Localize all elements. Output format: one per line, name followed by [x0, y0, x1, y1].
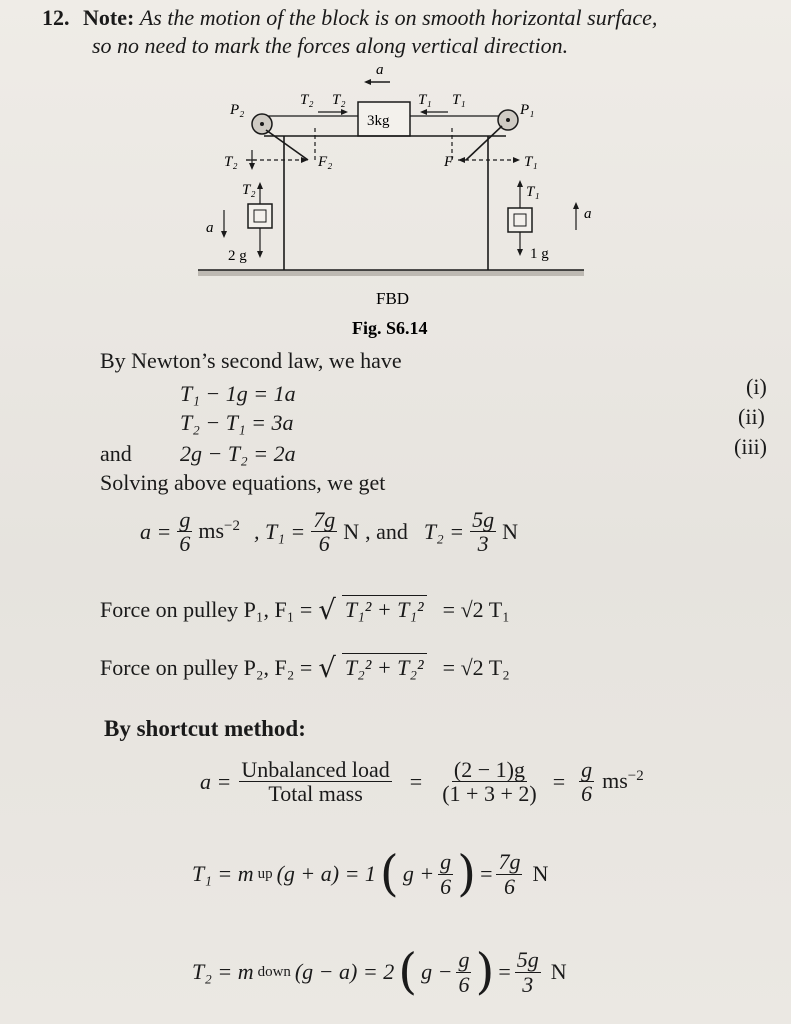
- shortcut-a-frac3: [579, 758, 594, 805]
- sqrt-symbol-1: √: [318, 594, 336, 626]
- shortcut-t1-lparen: (: [379, 846, 399, 902]
- shortcut-t2-in-den: 6: [458, 971, 470, 997]
- result-t2-unit: N: [502, 518, 518, 544]
- shortcut-t2-mid: (g − a) = 2: [294, 959, 395, 984]
- shortcut-t1-in-den: 6: [440, 873, 452, 899]
- fig-2g: 2 g: [228, 248, 247, 264]
- shortcut-a-frac1: [239, 758, 391, 805]
- shortcut-t2-rparen: ): [475, 944, 495, 1000]
- equation-1: T₁ − 1g = 1a: [180, 381, 296, 406]
- shortcut-a-unit: ms: [602, 768, 628, 794]
- fig-t2-down: T₂: [242, 182, 256, 198]
- hanging-block-left: [248, 204, 272, 228]
- force-p1-rhs: = √2 T₁: [442, 597, 510, 622]
- shortcut-t1-frac: [496, 850, 522, 897]
- result-t2-lhs: T₂ =: [423, 518, 465, 544]
- shortcut-t2-in-pre: g −: [421, 959, 453, 984]
- fig-t2-top-b: T₂: [332, 92, 346, 108]
- accel-arrowhead: [364, 79, 371, 85]
- shortcut-a-frac2: [440, 758, 538, 805]
- fbd-figure: [190, 60, 600, 350]
- fig-t2-top-a: T₂: [300, 92, 314, 108]
- problem-number: 12.: [42, 5, 70, 30]
- shortcut-t2-in-frac: [456, 948, 471, 995]
- ground: [198, 270, 584, 276]
- fig-t1-top-b: T₁: [452, 92, 466, 108]
- shortcut-t2-lparen: (: [398, 944, 418, 1000]
- solving-line: Solving above equations, we get: [100, 470, 386, 495]
- result-t1-den: 6: [318, 531, 330, 557]
- fig-caption: Fig. S6.14: [352, 318, 428, 338]
- force-p1-label: Force on pulley P₁, F₁ =: [100, 597, 313, 622]
- result-t1-lhs: , T₁ =: [253, 518, 306, 544]
- result-a-den: 6: [179, 531, 191, 557]
- force-p2-label: Force on pulley P₂, F₂ =: [100, 655, 313, 680]
- result-a-lhs: a =: [140, 518, 172, 544]
- shortcut-a-num2: (2 − 1)g: [453, 757, 525, 782]
- shortcut-a-line: [200, 758, 644, 805]
- fig-t1-top-a: T₁: [418, 92, 432, 108]
- shortcut-a-unit-exp: −2: [627, 768, 644, 785]
- fig-p1-label: P₁: [520, 102, 535, 118]
- problem-header: [42, 5, 657, 31]
- block-mass-label: 3kg: [367, 113, 390, 129]
- force-p1-radicand: T₁² + T₁²: [342, 595, 427, 625]
- fig-f1: F: [444, 154, 454, 170]
- shortcut-t1-sub: up: [257, 865, 273, 882]
- shortcut-t1-in-pre: g +: [402, 861, 435, 886]
- result-t2-frac: [470, 508, 496, 555]
- shortcut-t2-den: 3: [522, 971, 534, 997]
- shortcut-t2-lhs: T₂ = m: [192, 959, 254, 984]
- shortcut-t1-lhs: T₁ = m: [192, 861, 254, 886]
- note-text-line2: so no need to mark the forces along vertical direction.: [92, 33, 569, 58]
- shortcut-a-den1: Total mass: [268, 781, 363, 807]
- fig-t1-right: T₁: [524, 154, 538, 170]
- force-p2-line: [100, 652, 510, 684]
- shortcut-a-eq2: =: [552, 768, 566, 794]
- fig-accel-label: a: [376, 62, 384, 78]
- force-p1-line: [100, 594, 510, 626]
- fig-p2-label: P₂: [230, 102, 245, 118]
- result-t1-num: 7g: [313, 507, 336, 532]
- shortcut-t1-unit: N: [532, 861, 549, 886]
- shortcut-heading: By shortcut method:: [104, 716, 306, 741]
- sqrt-symbol-2: √: [318, 652, 336, 684]
- fig-1g: 1 g: [530, 246, 549, 262]
- result-t1-unit: N: [343, 518, 360, 544]
- shortcut-a-eq1: =: [409, 768, 423, 794]
- shortcut-t2-in-num: g: [458, 947, 470, 973]
- fbd-caption: FBD: [376, 289, 410, 308]
- fig-t1-up: T₁: [526, 184, 540, 200]
- shortcut-t1-line: [192, 846, 548, 902]
- shortcut-t1-mid: (g + a) = 1: [276, 861, 376, 886]
- result-a-frac: [177, 508, 192, 555]
- note-text-line1: As the motion of the block is on smooth horizontal surface,: [139, 5, 658, 30]
- shortcut-a-den3: 6: [581, 781, 593, 807]
- shortcut-t1-eq: =: [480, 861, 493, 886]
- shortcut-a-den2: (1 + 3 + 2): [442, 781, 537, 807]
- shortcut-t2-unit: N: [550, 959, 567, 984]
- shortcut-t2-sub: down: [257, 963, 291, 980]
- solution-intro: By Newton’s second law, we have: [100, 348, 402, 373]
- result-and: , and: [365, 518, 408, 544]
- shortcut-t1-in-frac: [438, 850, 453, 897]
- shortcut-t2-eq: =: [498, 959, 511, 984]
- equation-3-tag: (iii): [734, 434, 767, 459]
- equation-3: 2g − T₂ = 2a: [180, 441, 296, 466]
- equation-2: T₂ − T₁ = 3a: [180, 410, 294, 435]
- force-p2-rhs: = √2 T₂: [442, 655, 510, 680]
- result-t2-num: 5g: [472, 507, 495, 532]
- shortcut-t2-num: 5g: [516, 947, 539, 973]
- result-t2-den: 3: [477, 531, 489, 557]
- equation-2-tag: (ii): [738, 404, 765, 429]
- equation-3-prefix: and: [100, 441, 132, 466]
- shortcut-a-num1: Unbalanced load: [241, 757, 390, 782]
- shortcut-t1-in-num: g: [440, 849, 452, 875]
- fig-t2-left: T₂: [224, 154, 238, 170]
- result-a-unit-exp: −2: [224, 518, 240, 535]
- shortcut-t2-frac: [515, 948, 541, 995]
- result-line: [140, 508, 518, 555]
- fig-a-left: a: [206, 220, 214, 236]
- result-t1-frac: [311, 508, 337, 555]
- shortcut-a-lhs: a =: [200, 768, 232, 794]
- force-p2-radicand: T₂² + T₂²: [342, 653, 427, 683]
- shortcut-t1-den: 6: [503, 873, 515, 899]
- hanging-block-right: [508, 208, 532, 232]
- shortcut-a-num3: g: [581, 757, 593, 782]
- result-a-unit: ms: [198, 518, 225, 544]
- shortcut-t2-line: [192, 944, 567, 1000]
- equation-1-tag: (i): [746, 374, 767, 399]
- fig-f2: F₂: [318, 154, 333, 170]
- shortcut-t1-rparen: ): [457, 846, 477, 902]
- note-label: Note:: [83, 5, 135, 30]
- fig-a-right: a: [584, 206, 592, 222]
- shortcut-t1-num: 7g: [498, 849, 521, 875]
- result-a-num: g: [179, 507, 191, 532]
